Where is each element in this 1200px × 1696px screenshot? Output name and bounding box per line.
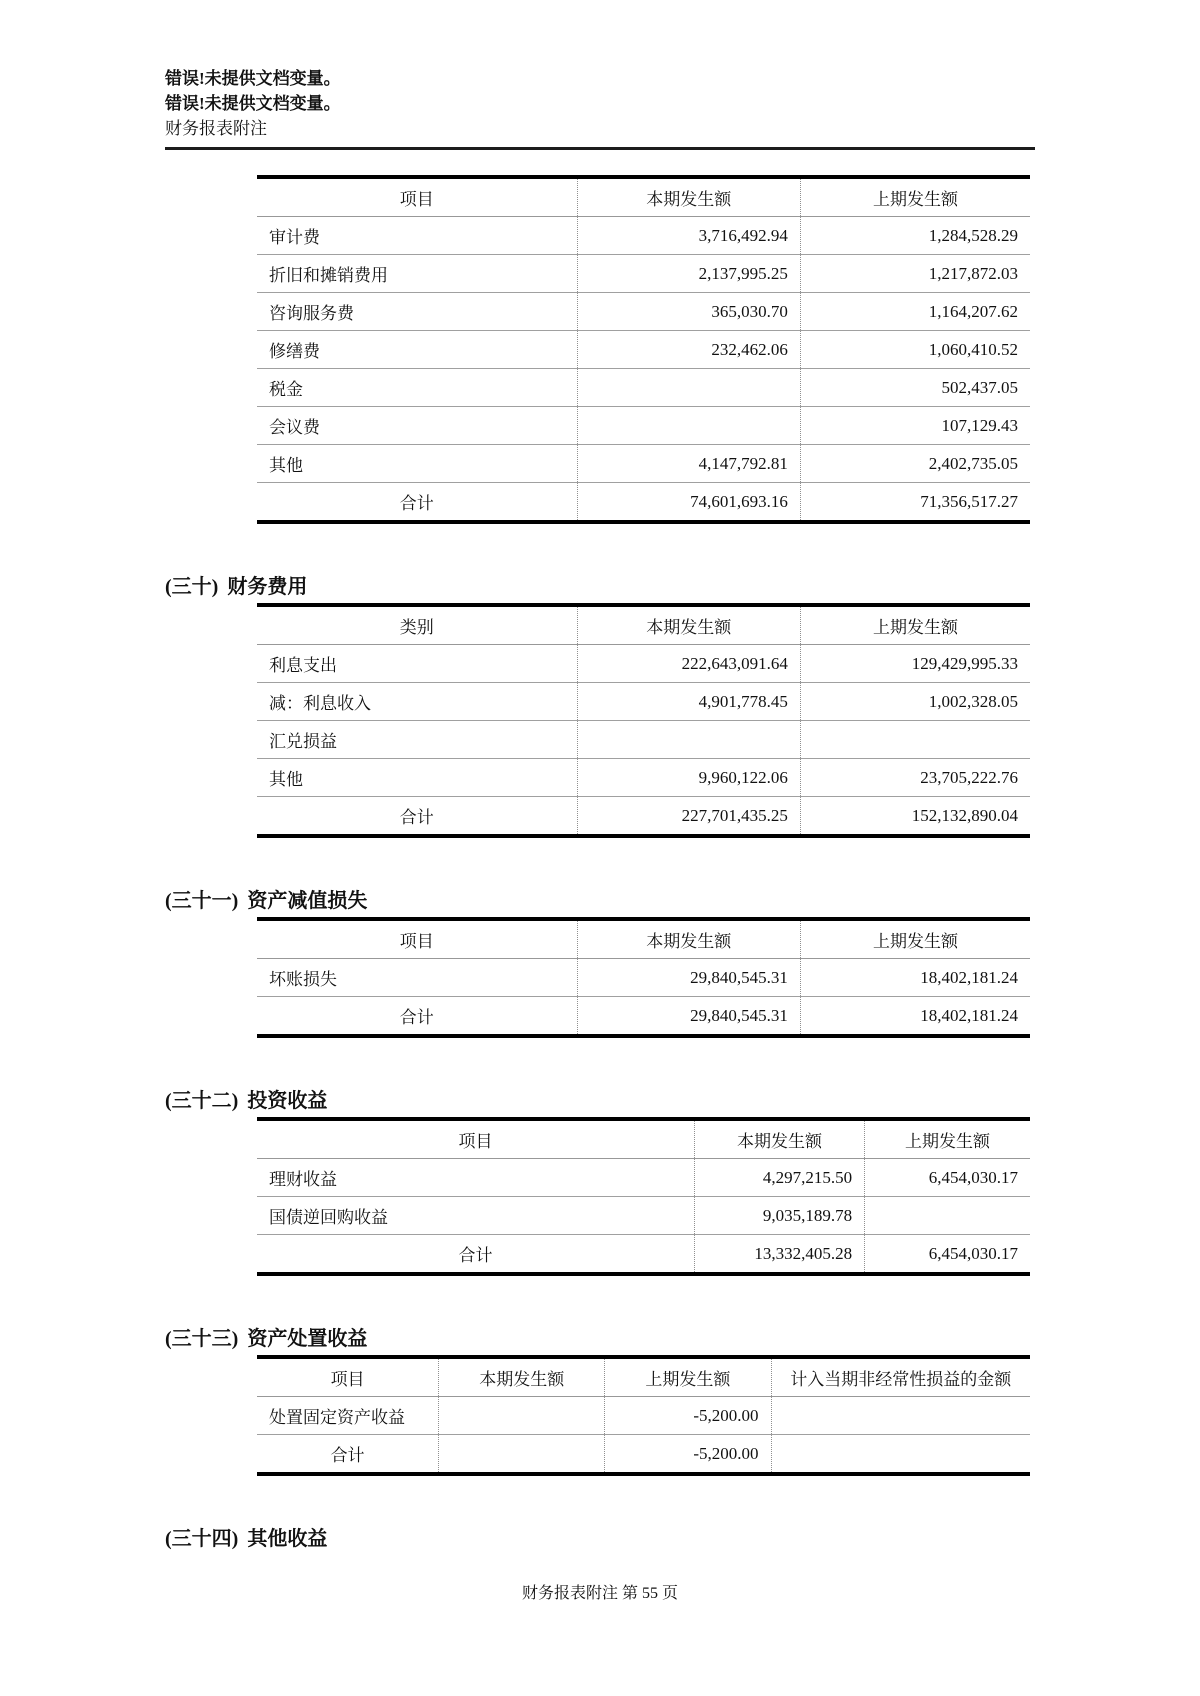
cell-value <box>800 721 1030 759</box>
cell-value: 1,217,872.03 <box>800 255 1030 293</box>
cell-value: 2,137,995.25 <box>577 255 800 293</box>
cell-value: 9,035,189.78 <box>695 1197 865 1235</box>
table-header-cell: 项目 <box>257 1119 695 1159</box>
cell-value: 2,402,735.05 <box>800 445 1030 483</box>
table-row <box>257 1197 1030 1235</box>
cell-value: 502,437.05 <box>800 369 1030 407</box>
table-row <box>257 331 1030 369</box>
table-header-row <box>257 919 1030 959</box>
table-row <box>257 683 1030 721</box>
row-label: 合计 <box>399 1008 434 1027</box>
table-row <box>257 959 1030 997</box>
section-heading <box>165 888 1035 914</box>
table-investment-income <box>257 1117 1030 1276</box>
cell-value: 9,960,122.06 <box>577 759 800 797</box>
cell-value: 232,462.06 <box>577 331 800 369</box>
table-header-cell: 项目 <box>257 177 577 217</box>
cell-value: 107,129.43 <box>800 407 1030 445</box>
table-total-row <box>257 997 1030 1037</box>
cell-value: 4,901,778.45 <box>577 683 800 721</box>
table-container-expense-items <box>257 175 1030 524</box>
table-header-cell: 项目 <box>257 919 577 959</box>
table-container-asset-impairment <box>257 917 1030 1038</box>
cell-value <box>577 407 800 445</box>
cell-value: 129,429,995.33 <box>800 645 1030 683</box>
table-header-cell: 项目 <box>257 1357 439 1397</box>
section-34 <box>165 1526 1035 1552</box>
table-header-cell: 上期发生额 <box>865 1119 1030 1159</box>
table-header-cell: 上期发生额 <box>800 177 1030 217</box>
section-30 <box>165 574 1035 838</box>
table-total-row <box>257 797 1030 837</box>
table-header-cell: 本期发生额 <box>439 1357 605 1397</box>
cell-value <box>771 1435 1030 1475</box>
table-row <box>257 293 1030 331</box>
row-label: 国债逆回购收益 <box>257 1197 695 1235</box>
cell-value <box>577 369 800 407</box>
table-header-row <box>257 1119 1030 1159</box>
cell-value <box>577 721 800 759</box>
cell-value: 74,601,693.16 <box>577 483 800 523</box>
cell-value: 1,284,528.29 <box>800 217 1030 255</box>
row-label: 修缮费 <box>257 331 577 369</box>
table-row <box>257 369 1030 407</box>
row-label: 减：利息收入 <box>257 683 577 721</box>
table-header-cell: 本期发生额 <box>577 605 800 645</box>
document-header <box>165 66 1035 141</box>
section-31 <box>165 888 1035 1038</box>
table-financial-expenses <box>257 603 1030 838</box>
table-total-row <box>257 1235 1030 1275</box>
table-container-financial-expenses <box>257 603 1030 838</box>
row-label: 咨询服务费 <box>257 293 577 331</box>
table-expense-items <box>257 175 1030 524</box>
header-error-line-2: 错误!未提供文档变量。 <box>165 94 341 113</box>
row-label: 其他 <box>257 445 577 483</box>
table-row <box>257 645 1030 683</box>
cell-value: 1,164,207.62 <box>800 293 1030 331</box>
cell-value <box>439 1397 605 1435</box>
table-header-row <box>257 605 1030 645</box>
section-title: 资产处置收益 <box>247 1328 368 1350</box>
section-number: (三十三) <box>165 1328 239 1350</box>
cell-value <box>439 1435 605 1475</box>
table-container-asset-disposal <box>257 1355 1030 1476</box>
page-footer: 财务报表附注 第 55 页 <box>521 1585 678 1602</box>
row-label: 合计 <box>330 1446 365 1465</box>
table-row <box>257 407 1030 445</box>
table-row <box>257 255 1030 293</box>
section-heading <box>165 1326 1035 1352</box>
row-label: 其他 <box>257 759 577 797</box>
table-header-cell: 上期发生额 <box>800 919 1030 959</box>
table-header-cell: 本期发生额 <box>577 177 800 217</box>
cell-value: 6,454,030.17 <box>865 1159 1030 1197</box>
cell-value: 18,402,181.24 <box>800 997 1030 1037</box>
header-error-line-1: 错误!未提供文档变量。 <box>165 69 341 88</box>
cell-value: 29,840,545.31 <box>577 997 800 1037</box>
table-row <box>257 1159 1030 1197</box>
header-doc-title: 财务报表附注 <box>165 119 267 138</box>
table-header-cell: 上期发生额 <box>800 605 1030 645</box>
table-header-cell: 计入当期非经常性损益的金额 <box>771 1357 1030 1397</box>
table-header-cell: 上期发生额 <box>605 1357 771 1397</box>
table-total-row <box>257 1435 1030 1475</box>
section-heading <box>165 1088 1035 1114</box>
row-label: 利息支出 <box>257 645 577 683</box>
table-header-cell: 类别 <box>257 605 577 645</box>
row-label: 合计 <box>458 1246 493 1265</box>
row-label: 折旧和摊销费用 <box>257 255 577 293</box>
cell-value: 222,643,091.64 <box>577 645 800 683</box>
section-title: 投资收益 <box>247 1090 328 1112</box>
row-label: 坏账损失 <box>257 959 577 997</box>
table-row <box>257 721 1030 759</box>
cell-value: 1,060,410.52 <box>800 331 1030 369</box>
cell-value: 29,840,545.31 <box>577 959 800 997</box>
cell-value: -5,200.00 <box>605 1397 771 1435</box>
row-label: 合计 <box>399 494 434 513</box>
row-label: 会议费 <box>257 407 577 445</box>
cell-value: 3,716,492.94 <box>577 217 800 255</box>
section-number: (三十二) <box>165 1090 239 1112</box>
section-title: 其他收益 <box>247 1528 328 1550</box>
cell-value: 4,297,215.50 <box>695 1159 865 1197</box>
row-label: 合计 <box>399 808 434 827</box>
table-header-cell: 本期发生额 <box>695 1119 865 1159</box>
table-header-row <box>257 177 1030 217</box>
cell-value: 152,132,890.04 <box>800 797 1030 837</box>
table-row <box>257 1397 1030 1435</box>
row-label: 审计费 <box>257 217 577 255</box>
cell-value: 365,030.70 <box>577 293 800 331</box>
section-heading <box>165 1526 1035 1552</box>
cell-value: 23,705,222.76 <box>800 759 1030 797</box>
table-total-row <box>257 483 1030 523</box>
section-number: (三十四) <box>165 1528 239 1550</box>
cell-value: 6,454,030.17 <box>865 1235 1030 1275</box>
section-number: (三十) <box>165 576 219 598</box>
row-label: 汇兑损益 <box>257 721 577 759</box>
row-label: 理财收益 <box>257 1159 695 1197</box>
section-title: 财务费用 <box>227 576 308 598</box>
cell-value: 1,002,328.05 <box>800 683 1030 721</box>
cell-value: 71,356,517.27 <box>800 483 1030 523</box>
cell-value: 18,402,181.24 <box>800 959 1030 997</box>
cell-value: 4,147,792.81 <box>577 445 800 483</box>
table-row <box>257 217 1030 255</box>
table-header-cell: 本期发生额 <box>577 919 800 959</box>
section-33 <box>165 1326 1035 1476</box>
table-header-row <box>257 1357 1030 1397</box>
section-number: (三十一) <box>165 890 239 912</box>
cell-value <box>865 1197 1030 1235</box>
header-rule <box>165 147 1035 150</box>
cell-value: 227,701,435.25 <box>577 797 800 837</box>
table-asset-disposal-income <box>257 1355 1030 1476</box>
cell-value: -5,200.00 <box>605 1435 771 1475</box>
table-container-investment-income <box>257 1117 1030 1276</box>
cell-value: 13,332,405.28 <box>695 1235 865 1275</box>
section-32 <box>165 1088 1035 1276</box>
table-row <box>257 759 1030 797</box>
section-title: 资产减值损失 <box>247 890 368 912</box>
row-label: 税金 <box>257 369 577 407</box>
cell-value <box>771 1397 1030 1435</box>
table-row <box>257 445 1030 483</box>
table-asset-impairment-loss <box>257 917 1030 1038</box>
section-heading <box>165 574 1035 600</box>
row-label: 处置固定资产收益 <box>257 1397 439 1435</box>
